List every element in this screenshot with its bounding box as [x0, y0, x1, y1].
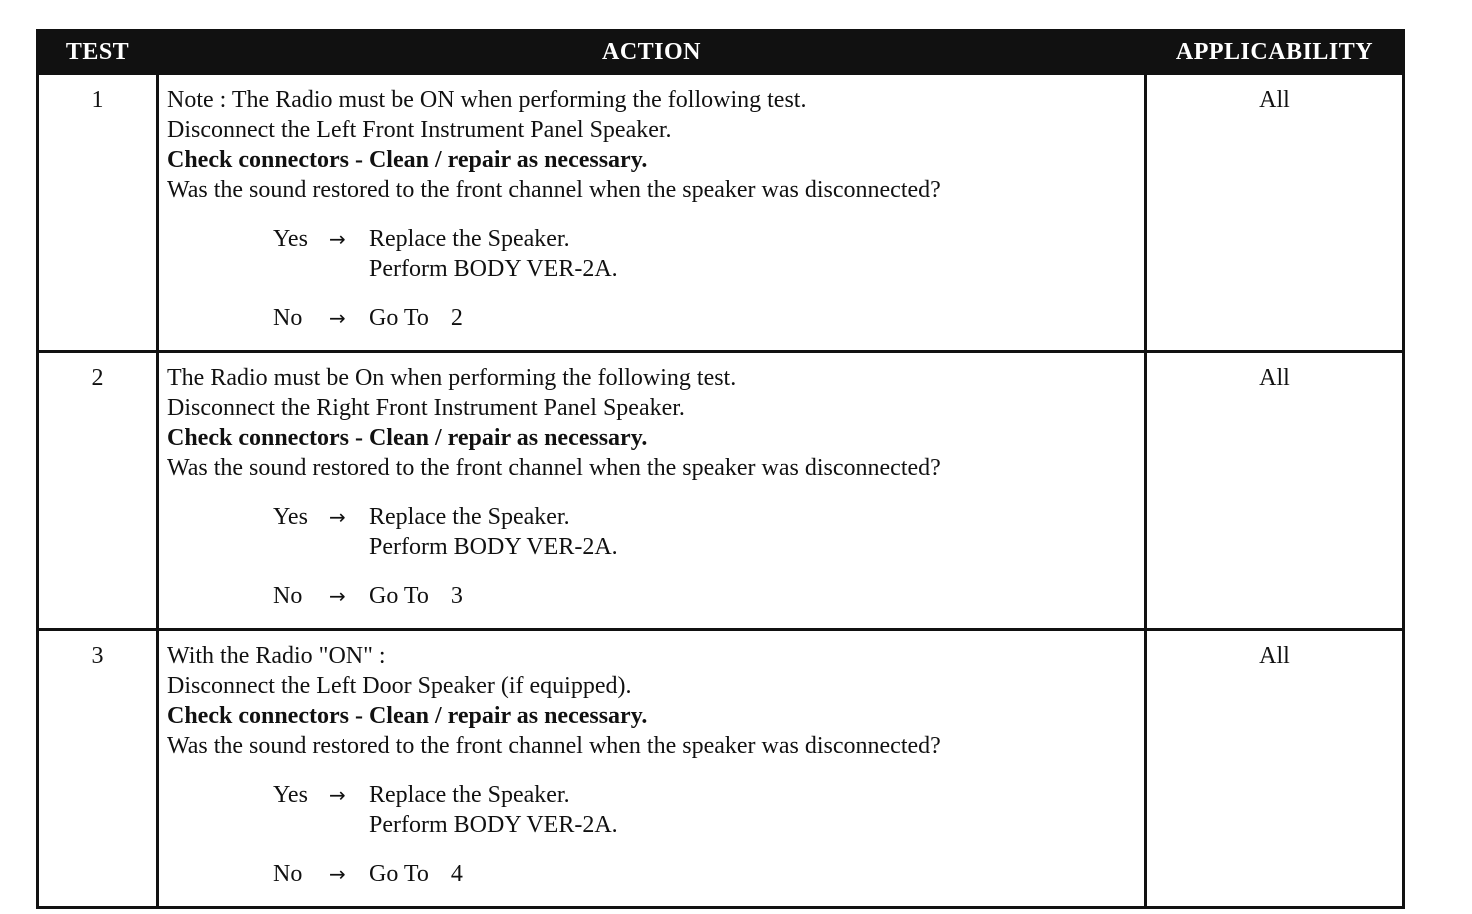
action-line: Note : The Radio must be ON when performing the following test. — [167, 87, 807, 113]
right-arrow-icon: → — [329, 584, 346, 608]
right-arrow-icon: → — [329, 862, 346, 886]
yes-label: Yes — [273, 226, 308, 252]
table-body — [38, 74, 1404, 908]
yes-label: Yes — [273, 782, 308, 808]
test-number: 2 — [38, 352, 158, 630]
header-test: TEST — [38, 31, 158, 74]
action-bold-line: Check connectors - Clean / repair as necessary. — [167, 425, 648, 451]
action-bold-line: Check connectors - Clean / repair as necessary. — [167, 147, 648, 173]
no-result — [369, 859, 1134, 889]
right-arrow-icon: → — [329, 227, 346, 251]
yes-outcome — [273, 780, 1134, 840]
table-row — [38, 74, 1404, 352]
action-cell — [158, 74, 1146, 352]
applicability-cell: All — [1146, 352, 1404, 630]
table-row — [38, 352, 1404, 630]
goto-text: Go To — [369, 583, 429, 609]
goto-test-number: 2 — [450, 305, 463, 331]
goto-text: Go To — [369, 305, 429, 331]
action-question: Was the sound restored to the front channel when the speaker was disconnected? — [167, 177, 941, 203]
action-question: Was the sound restored to the front channel when the speaker was disconnected? — [167, 733, 941, 759]
action-line: With the Radio "ON" : — [167, 643, 386, 669]
table-header — [38, 31, 1404, 74]
applicability-cell: All — [1146, 74, 1404, 352]
yes-result — [369, 502, 1134, 562]
diagnostic-procedure-page — [36, 29, 1402, 909]
action-line: The Radio must be On when performing the following test. — [167, 365, 737, 391]
yes-result-line: Replace the Speaker. — [369, 226, 570, 252]
action-question: Was the sound restored to the front channel when the speaker was disconnected? — [167, 455, 941, 481]
yes-result — [369, 224, 1134, 284]
action-bold-line: Check connectors - Clean / repair as necessary. — [167, 703, 648, 729]
yes-outcome — [273, 502, 1134, 562]
no-label: No — [273, 305, 303, 331]
header-action: ACTION — [158, 31, 1146, 74]
goto-test-number: 3 — [450, 583, 463, 609]
no-label: No — [273, 583, 303, 609]
no-outcome — [273, 303, 1134, 333]
header-applicability: APPLICABILITY — [1146, 31, 1404, 74]
right-arrow-icon: → — [329, 306, 346, 330]
action-line: Disconnect the Left Front Instrument Panel Speaker. — [167, 117, 672, 143]
yes-outcome — [273, 224, 1134, 284]
no-result — [369, 303, 1134, 333]
yes-result-line: Perform BODY VER-2A. — [369, 812, 618, 838]
right-arrow-icon: → — [329, 505, 346, 529]
header-row — [38, 31, 1404, 74]
no-outcome — [273, 581, 1134, 611]
no-label: No — [273, 861, 303, 887]
action-line: Disconnect the Left Door Speaker (if equipped). — [167, 673, 632, 699]
yes-label: Yes — [273, 504, 308, 530]
no-outcome — [273, 859, 1134, 889]
action-cell — [158, 352, 1146, 630]
table-row — [38, 630, 1404, 908]
goto-test-number: 4 — [450, 861, 463, 887]
no-result — [369, 581, 1134, 611]
yes-result-line: Perform BODY VER-2A. — [369, 534, 618, 560]
yes-result-line: Perform BODY VER-2A. — [369, 256, 618, 282]
test-number: 1 — [38, 74, 158, 352]
yes-result-line: Replace the Speaker. — [369, 782, 570, 808]
action-line: Disconnect the Right Front Instrument Panel Speaker. — [167, 395, 685, 421]
right-arrow-icon: → — [329, 783, 346, 807]
diagnostic-test-table — [36, 29, 1405, 909]
applicability-cell: All — [1146, 630, 1404, 908]
test-number: 3 — [38, 630, 158, 908]
action-cell — [158, 630, 1146, 908]
yes-result-line: Replace the Speaker. — [369, 504, 570, 530]
goto-text: Go To — [369, 861, 429, 887]
yes-result — [369, 780, 1134, 840]
